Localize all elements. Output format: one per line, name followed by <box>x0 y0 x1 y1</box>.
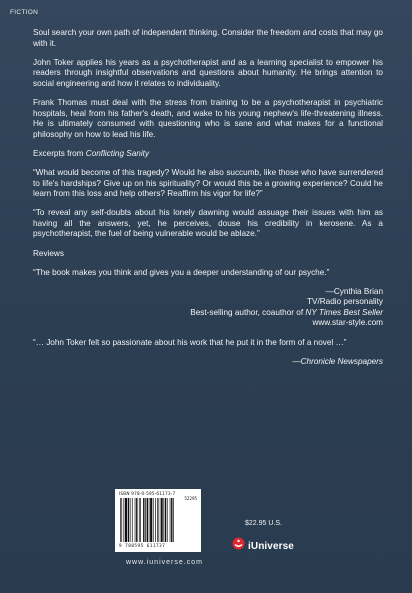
barcode-bar <box>159 498 160 542</box>
back-cover-text <box>33 28 383 377</box>
barcode-bar <box>145 498 146 542</box>
barcode-bar <box>161 498 163 542</box>
review-1-credit-title: NY Times Best Seller <box>305 307 383 317</box>
barcode-bar <box>143 498 144 542</box>
review-2-attribution <box>33 357 383 368</box>
barcode-bar <box>125 498 127 542</box>
barcode-bar <box>153 498 154 542</box>
barcode-bar <box>120 498 121 542</box>
excerpts-heading <box>33 149 383 160</box>
review-1-attribution <box>33 287 383 329</box>
barcode-bar <box>132 498 133 542</box>
price-code: 52295 <box>184 496 197 501</box>
isbn-barcode <box>115 489 201 552</box>
excerpts-heading-title: Conflicting Sanity <box>85 148 150 158</box>
publisher-url: www.iuniverse.com <box>126 559 203 566</box>
publisher-name: iUniverse <box>248 540 294 552</box>
review-1-name: —Cynthia Brian <box>325 286 383 296</box>
review-2-quote: “… John Toker felt so passionate about his work that he put it in the form of a novel …” <box>33 338 347 348</box>
excerpts-heading-prefix: Excerpts from <box>33 148 86 158</box>
genre-label: FICTION <box>10 9 39 16</box>
excerpt-2: “To reveal any self-doubts about his lonely dawning would assuage their issues with him as having all the answers, yet, he perceives, douse his credibility in kerosene. As a psychotherapist, the fuel of being vulnerable would be ablaze.” <box>33 208 383 239</box>
barcode-bar <box>170 498 171 542</box>
blurb-paragraph-3: Frank Thomas must deal with the stress from training to be a psychotherapist in psychiatric hospitals, heal from his father's death, and wake to his young nephew's life-threatening illness. He is ultimately consumed with questioning who is sane and what makes for a functional philosophy on how to lead his life. <box>33 97 383 139</box>
barcode-bar <box>128 498 129 542</box>
review-1-credit <box>33 308 383 319</box>
isbn-text: ISBN 978-0-595-61173-7 <box>119 491 176 496</box>
barcode-bar <box>163 498 164 542</box>
barcode-bar <box>149 498 150 542</box>
iuniverse-logo-icon <box>232 537 245 555</box>
review-1-credit-prefix: Best-selling author, coauthor of <box>190 307 306 317</box>
barcode-bar <box>136 498 137 542</box>
reviews-heading: Reviews <box>33 248 64 258</box>
barcode-bars <box>119 498 197 544</box>
barcode-bar <box>167 498 168 542</box>
barcode-bar <box>147 498 148 542</box>
barcode-bar <box>121 498 122 542</box>
barcode-bar <box>173 498 174 542</box>
blurb-paragraph-1: Soul search your own path of independent thinking. Consider the freedom and costs that may go with it. <box>33 28 383 48</box>
barcode-bar <box>124 498 125 542</box>
review-2-source: Chronicle Newspapers <box>300 357 383 367</box>
blurb-paragraph-2: John Toker applies his years as a psychotherapist and as a learning specialist to empower his readers through insightful observations and questions about humanity. He brings attention to social engineering and how it relates to individuality. <box>33 57 383 88</box>
barcode-bar <box>139 498 140 542</box>
barcode-bar <box>155 498 156 542</box>
barcode-bar <box>171 498 172 542</box>
review-2-dash: — <box>292 357 301 367</box>
barcode-number: 9 780595 611737 <box>119 544 166 549</box>
review-1-quote: “The book makes you think and gives you a deeper understanding of our psyche.” <box>33 267 330 277</box>
price: $22.95 U.S. <box>245 520 282 527</box>
barcode-bar <box>165 498 166 542</box>
review-1-role: TV/Radio personality <box>307 297 383 307</box>
barcode-bar <box>135 498 136 542</box>
barcode-bar <box>130 498 131 542</box>
publisher-logo <box>232 537 294 555</box>
barcode-bar <box>140 498 141 542</box>
barcode-bar <box>150 498 152 542</box>
excerpt-1: “What would become of this tragedy? Would he also succumb, like those who have surrendered to life's hardships? Give up on his spirituality? Or would this be a growing experience? Could he learn from this loss and help others? Reaffirm his vigor for life?” <box>33 167 383 199</box>
review-1-website: www.star-style.com <box>312 318 383 328</box>
barcode-bar <box>157 498 158 542</box>
